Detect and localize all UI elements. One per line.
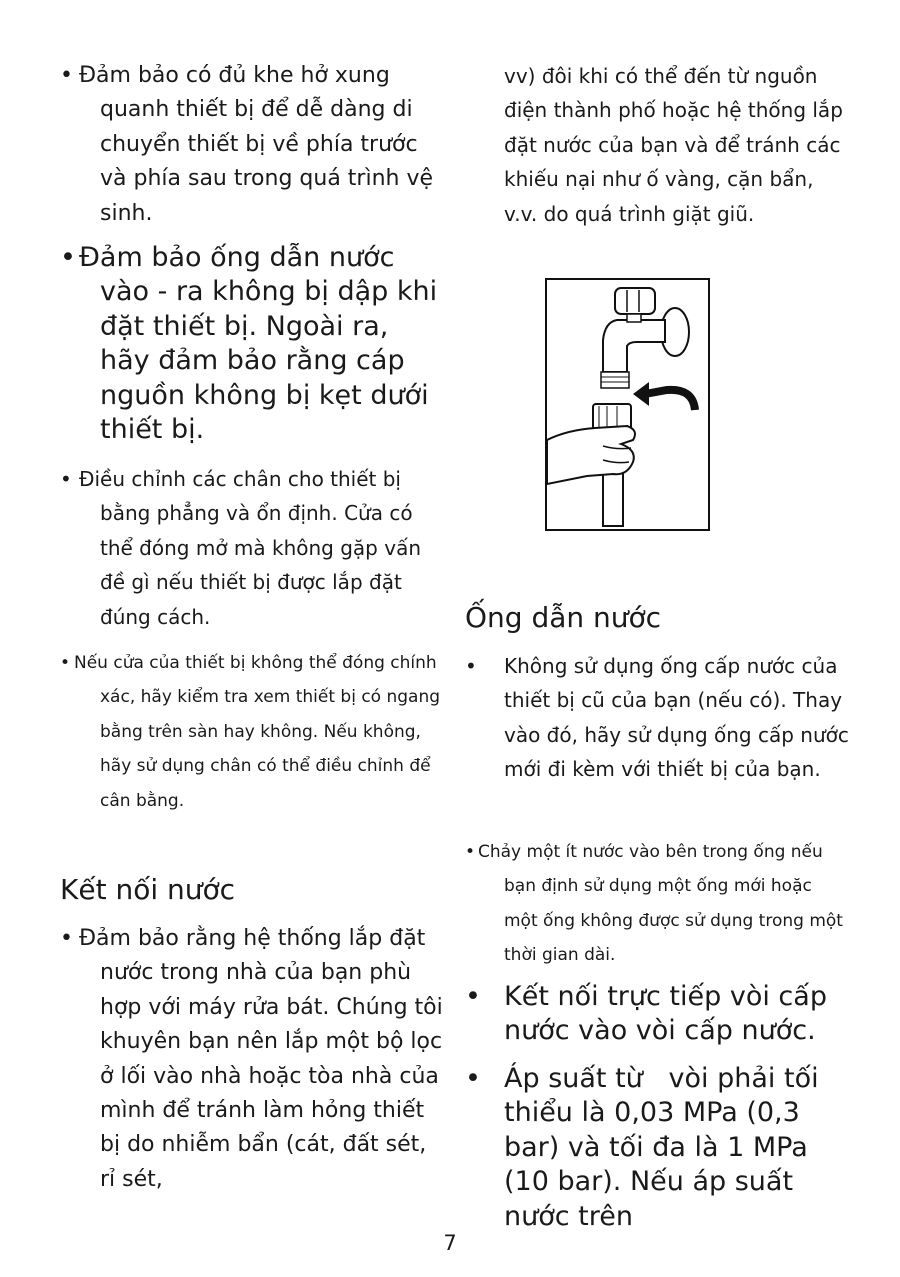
bullet-marker: • [60,63,73,88]
bullet-text: Nếu cửa của thiết bị không thể đóng chính xác, hãy kiểm tra xem thiết bị có ngang bằng trên sàn hay không. Nếu không, hãy sử dụng chân có thể điều chỉnh để cân bằng. [74,653,441,811]
bullet-water-installation [60,922,445,1197]
bullet-marker: • [60,653,71,673]
bullet-marker: • [465,1063,481,1094]
bullet-clearance [60,59,445,231]
bullet-text: Đảm bảo ống dẫn nước vào - ra không bị dập khi đặt thiết bị. Ngoài ra, hãy đảm bảo rằng cáp nguồn không bị kẹt dưới thiết bị. [79,242,438,446]
continuation-text: vv) đôi khi có thể đến từ nguồn điện thành phố hoặc hệ thống lắp đặt nước của bạn và để tránh các khiếu nại như ố vàng, cặn bẩn, v.v. do quá trình giặt giũ. [504,64,843,226]
bullet-marker: • [465,654,477,678]
tap-hose-connection-icon [547,280,708,529]
bullet-flush-hose [465,835,865,973]
bullet-new-hose [465,649,865,787]
bullet-text: Đảm bảo có đủ khe hở xung quanh thiết bị để dễ dàng di chuyển thiết bị về phía trước và phía sau trong quá trình vệ sinh. [79,63,434,226]
bullet-text: Điều chỉnh các chân cho thiết bị bằng phẳng và ổn định. Cửa có thể đóng mở mà không gặp vấn đề gì nếu thiết bị được lắp đặt đúng cách. [79,467,422,629]
bullet-hose-not-crushed [60,241,445,447]
bullet-text: Kết nối trực tiếp vòi cấp nước vào vòi cấp nước. [504,981,827,1047]
bullet-marker: • [60,467,72,491]
bullet-door-not-closing [60,646,445,818]
bullet-direct-connection [465,980,865,1049]
bullet-adjust-feet [60,462,445,634]
bullet-marker: • [60,926,73,951]
bullet-water-pressure [465,1062,865,1234]
bullet-text: Chảy một ít nước vào bên trong ống nếu bạn định sử dụng một ống mới hoặc một ống không được sử dụng trong một thời gian dài. [478,842,843,966]
bullet-marker: • [465,981,481,1012]
bullet-marker: • [60,242,76,273]
section-heading-water-hose: Ống dẫn nước [465,601,662,634]
bullet-text: Áp suất từ vòi phải tối thiểu là 0,03 MPa (0,3 bar) và tối đa là 1 MPa (10 bar). Nếu áp suất nước trên [504,1063,828,1232]
section-heading-water-connection: Kết nối nước [60,873,236,906]
continuation-paragraph [504,59,849,231]
bullet-marker: • [465,842,476,862]
page-number: 7 [443,1231,457,1255]
tap-hose-connection-illustration [545,278,710,531]
bullet-text: Đảm bảo rằng hệ thống lắp đặt nước trong nhà của bạn phù hợp với máy rửa bát. Chúng tôi khuyên bạn nên lắp một bộ lọc ở lối vào nhà hoặc tòa nhà của mình để tránh làm hỏng thiết bị do nhiễm bẩn (cát, đất sét, rỉ sét, [79,926,443,1192]
bullet-text: Không sử dụng ống cấp nước của thiết bị cũ của bạn (nếu có). Thay vào đó, hãy sử dụng ống cấp nước mới đi kèm với thiết bị của bạn. [504,654,849,782]
